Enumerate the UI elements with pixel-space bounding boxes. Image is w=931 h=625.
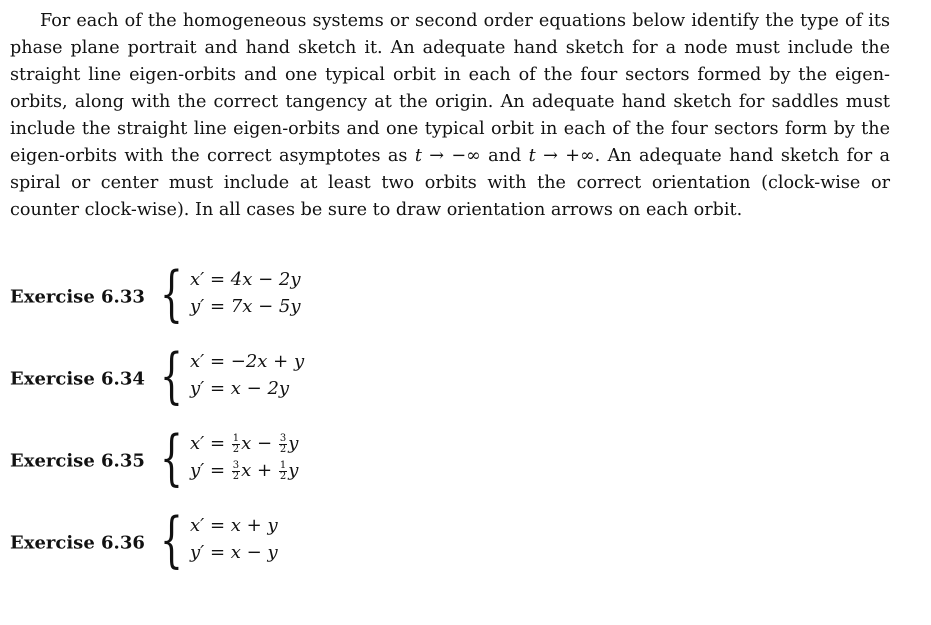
equation-y — [190, 457, 298, 484]
equation-y: y′ = 7x − 5y — [190, 296, 301, 317]
exercise-6-34 — [10, 341, 410, 414]
exercise-label: Exercise 6.33 — [10, 286, 145, 308]
exercise-label: Exercise 6.35 — [10, 450, 145, 472]
instructions-text-1: For each of the homogeneous systems or second order equations below identify the type of its phase plane portrait and hand sketch it. An adequate hand sketch for a node must include the straight line eigen-orbits and one typical orbit in each of the four sectors formed by the eigen-orbits, along with the correct tangency at the origin. An adequate hand sketch for saddles must include the straight line eigen-orbits and one typical orbit in each of the four sectors form by the eigen-orbits with the correct asymptotes as — [10, 11, 890, 166]
exercise-6-36 — [10, 505, 410, 578]
fraction — [279, 461, 287, 482]
equation-x: x′ = 4x − 2y — [190, 269, 301, 290]
equation-x: x′ = x + y — [190, 515, 278, 536]
fraction-numerator: 3 — [279, 432, 287, 444]
fraction-denominator: 2 — [232, 470, 240, 482]
equation-x: x′ = −2x + y — [190, 351, 305, 372]
fraction — [232, 461, 240, 482]
system-brace: { — [160, 341, 183, 411]
exercise-6-35 — [10, 423, 410, 496]
exercise-6-33 — [10, 259, 410, 332]
fraction-numerator: 3 — [232, 459, 240, 471]
equation-system — [190, 348, 304, 402]
eq-term: y — [288, 460, 299, 481]
fraction-numerator: 1 — [279, 459, 287, 471]
eq-term: x + — [241, 460, 273, 481]
fraction-numerator: 1 — [232, 432, 240, 444]
equation-system — [190, 266, 301, 320]
instructions-math-1: t → −∞ — [414, 146, 481, 166]
exercise-label: Exercise 6.34 — [10, 368, 145, 390]
equation-system — [190, 430, 298, 484]
instructions-math-2: t → +∞ — [528, 146, 595, 166]
system-brace: { — [160, 423, 183, 493]
instructions-paragraph — [10, 8, 890, 224]
equation-system — [190, 512, 278, 566]
system-brace: { — [160, 505, 183, 575]
fraction — [279, 434, 287, 455]
eq-term: x − — [241, 433, 273, 454]
fraction — [232, 434, 240, 455]
instructions-text-3: . An adequate hand sketch for a spiral or center must include at least two orbits with the correct orientation (clock-wise or counter clock-wise). In all cases be sure to draw orientation arrows on each orbit. — [10, 146, 890, 220]
equation-y: y′ = x − y — [190, 542, 278, 563]
equation-y: y′ = x − 2y — [190, 378, 290, 399]
equation-x — [190, 430, 298, 457]
fraction-denominator: 2 — [232, 443, 240, 455]
system-brace: { — [160, 259, 183, 329]
instructions-text-2: and — [480, 146, 529, 166]
fraction-denominator: 2 — [279, 470, 287, 482]
fraction-denominator: 2 — [279, 443, 287, 455]
eq-lhs: y′ = — [190, 460, 226, 481]
eq-term: y — [288, 433, 299, 454]
eq-lhs: x′ = — [190, 433, 226, 454]
exercise-label: Exercise 6.36 — [10, 532, 145, 554]
